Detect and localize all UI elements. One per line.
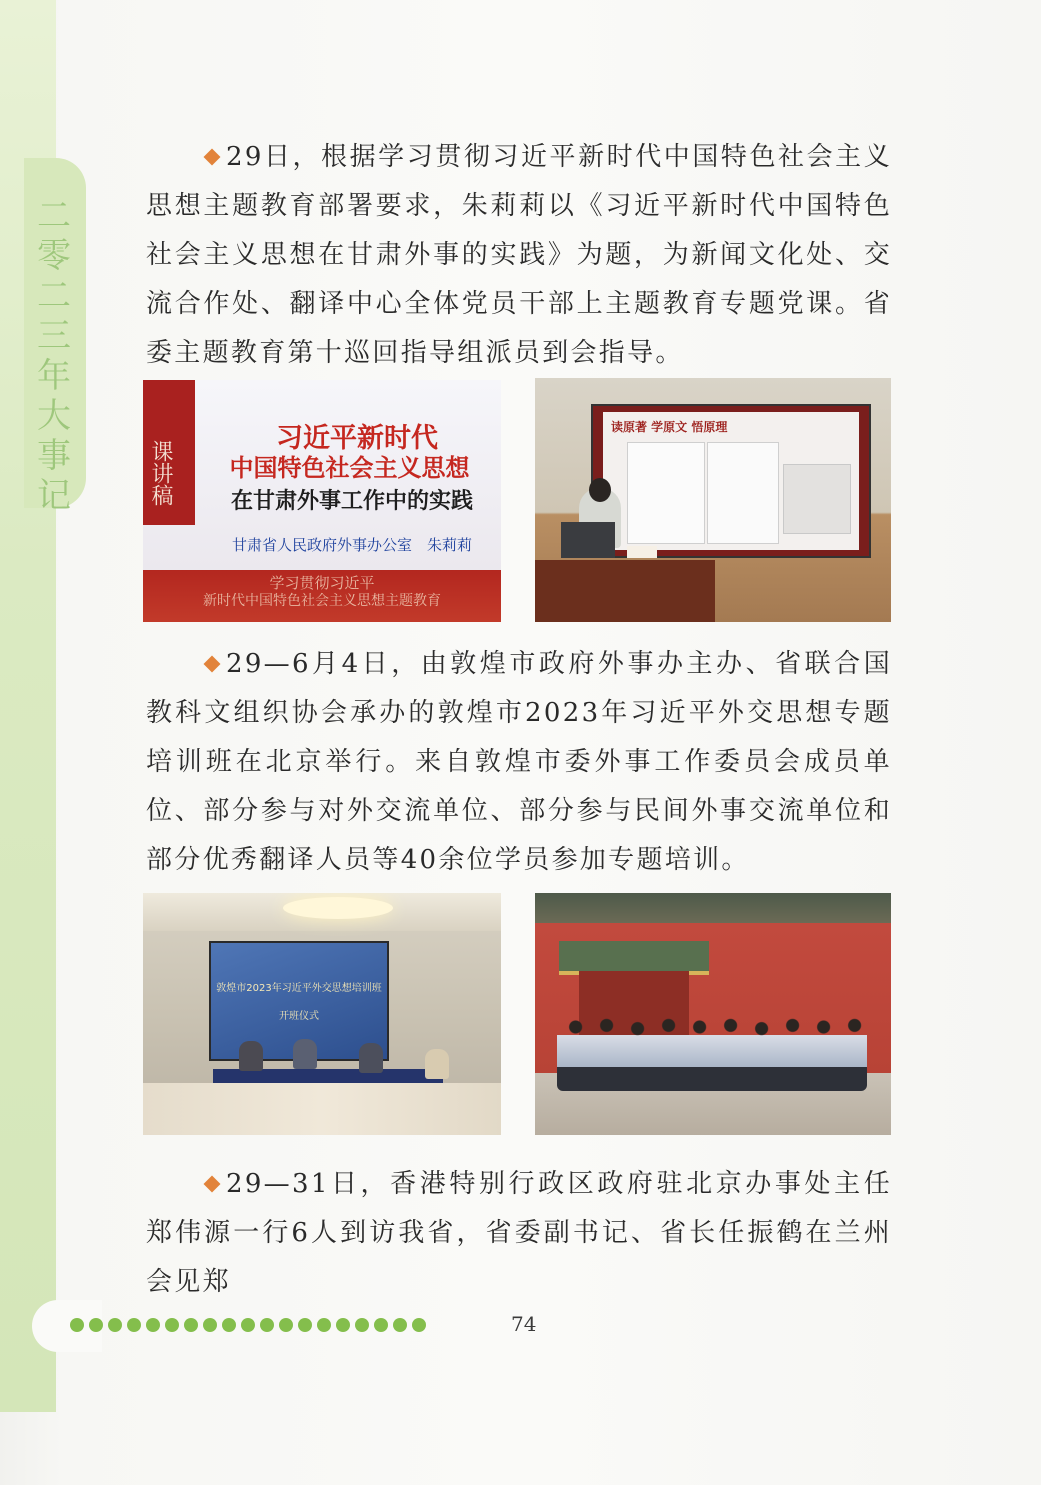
photo-lecturer: [535, 378, 891, 622]
footer-dot: [336, 1318, 350, 1332]
footer-dot: [165, 1318, 179, 1332]
slide-title-line3: 在甘肃外事工作中的实践: [230, 489, 473, 514]
screen-title: 敦煌市2023年习近平外交思想培训班: [216, 983, 382, 994]
footer-dot: [317, 1318, 331, 1332]
laptop: [561, 522, 615, 558]
footer-dot: [279, 1318, 293, 1332]
group-of-people: [557, 1011, 867, 1091]
bullet-diamond-icon: [204, 655, 221, 672]
photo-lecture-slide: [143, 380, 501, 622]
paragraph-3: [146, 1160, 892, 1307]
footer-dot: [355, 1318, 369, 1332]
screen-subtitle: 开班仪式: [279, 1011, 319, 1022]
footer-dot: [70, 1318, 84, 1332]
footer-dot: [222, 1318, 236, 1332]
ceiling-lamp: [283, 897, 393, 919]
slide-byline: 甘肃省人民政府外事办公室 朱莉莉: [231, 536, 472, 554]
paragraph-2: [146, 640, 892, 885]
book-image: [783, 464, 851, 534]
photo-group: [535, 893, 891, 1135]
bullet-diamond-icon: [204, 1175, 221, 1192]
footer-dot: [260, 1318, 274, 1332]
slide-red-band: [143, 570, 501, 622]
footer-dot: [89, 1318, 103, 1332]
attendee-figure: [359, 1043, 383, 1073]
slide-title-line1: 习近平新时代: [276, 423, 438, 454]
screen-content: [603, 412, 859, 550]
footer-dot: [203, 1318, 217, 1332]
slide-title-line2: 中国特色社会主义思想: [229, 454, 470, 482]
book-image: [707, 442, 779, 544]
footer-dot: [241, 1318, 255, 1332]
page-number: 74: [511, 1312, 537, 1336]
paragraph-2-text: 29—6月4日，由敦煌市政府外事办主办、省联合国教科文组织协会承办的敦煌市2023年习近平外交思想专题培训班在北京举行。来自敦煌市委外事工作委员会成员单位、部分参与对外交流单位、部分参与民间外事交流单位和部分优秀翻译人员等40余位学员参加专题培训。: [146, 649, 892, 875]
footer-dot: [184, 1318, 198, 1332]
roof: [535, 893, 891, 923]
footer-dot: [374, 1318, 388, 1332]
attendee-figure: [293, 1039, 317, 1069]
gate-roof: [559, 941, 709, 975]
slide-side-label: 课讲稿: [148, 440, 173, 506]
attendee-figure: [425, 1049, 449, 1079]
footer-dot: [393, 1318, 407, 1332]
nameplate: [627, 546, 657, 558]
footer-dot: [412, 1318, 426, 1332]
lectern-desk: [535, 560, 715, 622]
slide-red-panel: [143, 380, 195, 525]
paragraph-1: [146, 133, 892, 378]
bullet-diamond-icon: [204, 148, 221, 165]
paragraph-3-text: 29—31日，香港特别行政区政府驻北京办事处主任郑伟源一行6人到访我省，省委副书记、省长任振鹤在兰州会见郑: [146, 1169, 892, 1297]
band-line1: 学习贯彻习近平: [269, 574, 375, 592]
book-image: [627, 442, 705, 544]
footer-dot: [108, 1318, 122, 1332]
side-title: 二零二三年大事记: [37, 196, 71, 516]
speaker-head: [589, 478, 611, 502]
projection-screen: [591, 404, 871, 558]
audience-chairs: [143, 1083, 501, 1135]
footer-dot: [146, 1318, 160, 1332]
band-line2: 新时代中国特色社会主义思想主题教育: [203, 593, 441, 609]
footer-dot: [298, 1318, 312, 1332]
screen-heading: 读原著 学原文 悟原理: [611, 420, 728, 434]
footer-dots: [70, 1318, 426, 1332]
paragraph-1-text: 29日，根据学习贯彻习近平新时代中国特色社会主义思想主题教育部署要求，朱莉莉以《习近平新时代中国特色社会主义思想在甘肃外事的实践》为题，为新闻文化处、交流合作处、翻译中心全体党员干部上主题教育专题党课。省委主题教育第十巡回指导组派员到会指导。: [146, 142, 892, 368]
attendee-figure: [239, 1041, 263, 1071]
footer-dot: [127, 1318, 141, 1332]
photo-training-opening: [143, 893, 501, 1135]
